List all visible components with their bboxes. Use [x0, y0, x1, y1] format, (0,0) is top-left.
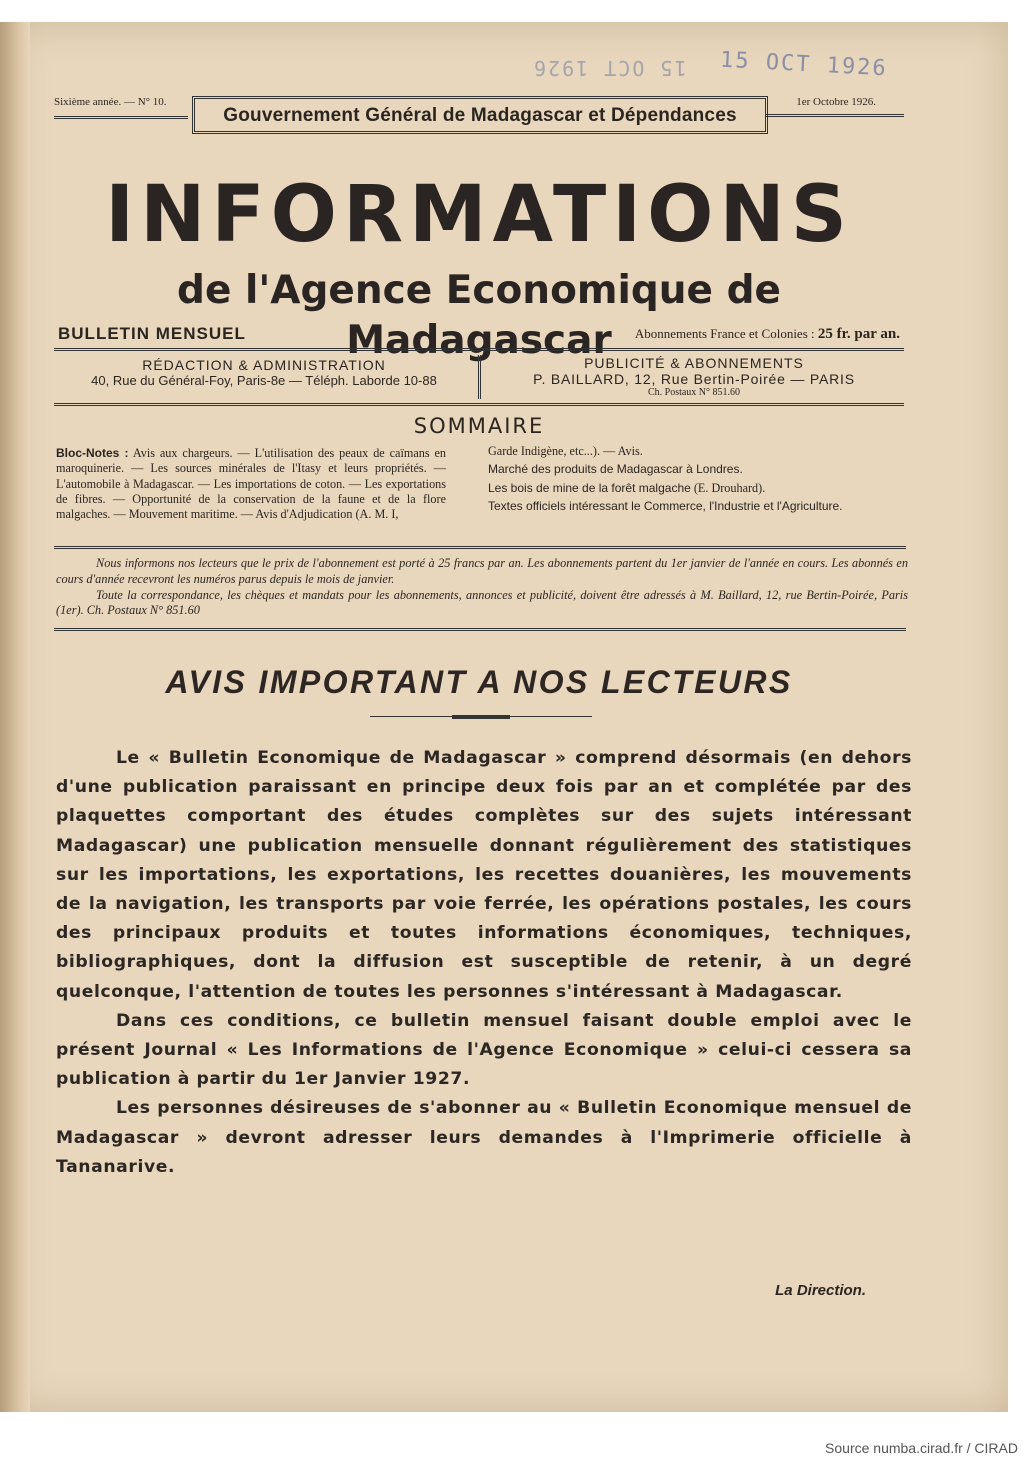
date-stamp-inverted: 15 OCT 1926 — [532, 56, 687, 80]
masthead-subtitle: de l'Agence Economique de Madagascar — [177, 268, 781, 363]
publicite-block — [484, 355, 904, 398]
issue-number: Sixième année. — N° 10. — [54, 96, 167, 108]
bulletin-label: BULLETIN MENSUEL — [58, 324, 246, 343]
redaction-address: 40, Rue du Général-Foy, Paris-8e — Téléph. Laborde 10-88 — [91, 373, 437, 388]
signature: La Direction. — [775, 1282, 866, 1299]
admin-block — [54, 348, 904, 406]
sommaire-title: SOMMAIRE — [413, 414, 545, 438]
article-paragraph-2: Dans ces conditions, ce bulletin mensuel faisant double emploi avec le présent Journal « Les Informations de l'Agence Economique » celui-ci cessera sa publication à partir du 1er Janvier 1927. — [56, 1010, 912, 1090]
redaction-block — [54, 357, 474, 388]
section-rule-bottom — [54, 628, 906, 631]
date-stamp: 15 OCT 1926 — [719, 47, 889, 82]
admin-divider — [478, 355, 481, 399]
header-row — [54, 96, 904, 136]
government-banner: Gouvernement Général de Madagascar et Dépendances — [192, 96, 768, 134]
subscription-price: 25 fr. par an. — [817, 326, 900, 342]
article-paragraph-1: Le « Bulletin Economique de Madagascar » comprend désormais (en dehors d'une publication paraissant en principe deux fois par an et complétée par des plaquettes comportant des études complètes sur des sujets intéressant Madagascar) une publication mensuelle donnant régulièrement des statistiques sur les importations, les exportations, les recettes douanières, les mouvements de la navigation, les transports par voie ferrée, les opérations postales, les cours des principaux produits et toutes informations économiques, techniques, bibliographiques, dont la diffusion est susceptible de retenir, à un degré quelconque, l'attention de toutes les personnes s'intéressant à Madagascar. — [56, 748, 912, 1002]
section-rule-top — [54, 546, 906, 549]
publicite-address: P. BAILLARD, 12, Rue Bertin-Poirée — PARIS — [533, 371, 855, 387]
publicite-heading: PUBLICITÉ & ABONNEMENTS — [584, 355, 804, 371]
bois-title: Les bois de mine de la forêt malgache — [488, 480, 691, 495]
article-title: AVIS IMPORTANT A NOS LECTEURS — [165, 664, 793, 700]
article-paragraph-3: Les personnes désireuses de s'abonner au « Bulletin Economique mensuel de Madagascar » devront adresser leurs demandes à l'Imprimerie officielle à Tananarive. — [56, 1098, 912, 1177]
issue-date: 1er Octobre 1926. — [796, 96, 876, 108]
bois-author: (E. Drouhard). — [693, 480, 766, 495]
header-rule-right — [766, 114, 904, 117]
sommaire-right-column — [488, 444, 900, 517]
notice-paragraph-2: Toute la correspondance, les chèques et mandats pour les abonnements, annonces et publicité, doivent être adressés à M. Baillard, 12, rue Bertin-Poirée, Paris (1er). Ch. Postaux N° 851.60 — [56, 587, 908, 618]
source-credit: Source numba.cirad.fr / CIRAD — [825, 1440, 1018, 1456]
masthead-title: INFORMATIONS — [105, 170, 853, 260]
postal-account: Ch. Postaux N° 851.60 — [647, 387, 741, 398]
header-rule-left — [54, 116, 188, 119]
title-underline-bold — [452, 715, 510, 719]
sommaire-item-bois — [488, 481, 900, 496]
subscription-label: Abonnements France et Colonies : — [634, 326, 815, 341]
article-body — [56, 744, 912, 1182]
page-binding-edge — [0, 22, 30, 1412]
subscription-info — [635, 326, 900, 343]
bloc-notes-label: Bloc-Notes : — [56, 446, 129, 460]
redaction-heading: RÉDACTION & ADMINISTRATION — [142, 357, 386, 373]
sommaire-item-textes: Textes officiels intéressant le Commerce, l'Industrie et l'Agriculture. — [488, 498, 843, 513]
bulletin-row — [54, 324, 904, 348]
notice-paragraph-1: Nous informons nos lecteurs que le prix de l'abonnement est porté à 25 francs par an. Les abonnements partent du 1er janvier de l'année en cours. Les abonnés en cours d'année recevront les numéros parus depuis le mois de janvier. — [56, 556, 908, 586]
subscription-notice — [56, 556, 908, 619]
sommaire-item-marche: Marché des produits de Madagascar à Londres. — [488, 462, 743, 477]
sommaire-left-column — [56, 446, 446, 522]
bloc-notes-text: Avis aux chargeurs. — L'utilisation des peaux de caïmans en maroquinerie. — Les sources minérales de l'Itasy et leurs propriétés. — L'automobile à Madagascar. — Les importations de coton. — Les exportations de fibres. — Opportunité de la conservation de la faune et de la flore malgaches. — Mouvement maritime. — Avis d'Adjudication (A. M. I, — [56, 446, 446, 522]
sommaire-continuation: Garde Indigène, etc...). — Avis. — [488, 444, 643, 458]
